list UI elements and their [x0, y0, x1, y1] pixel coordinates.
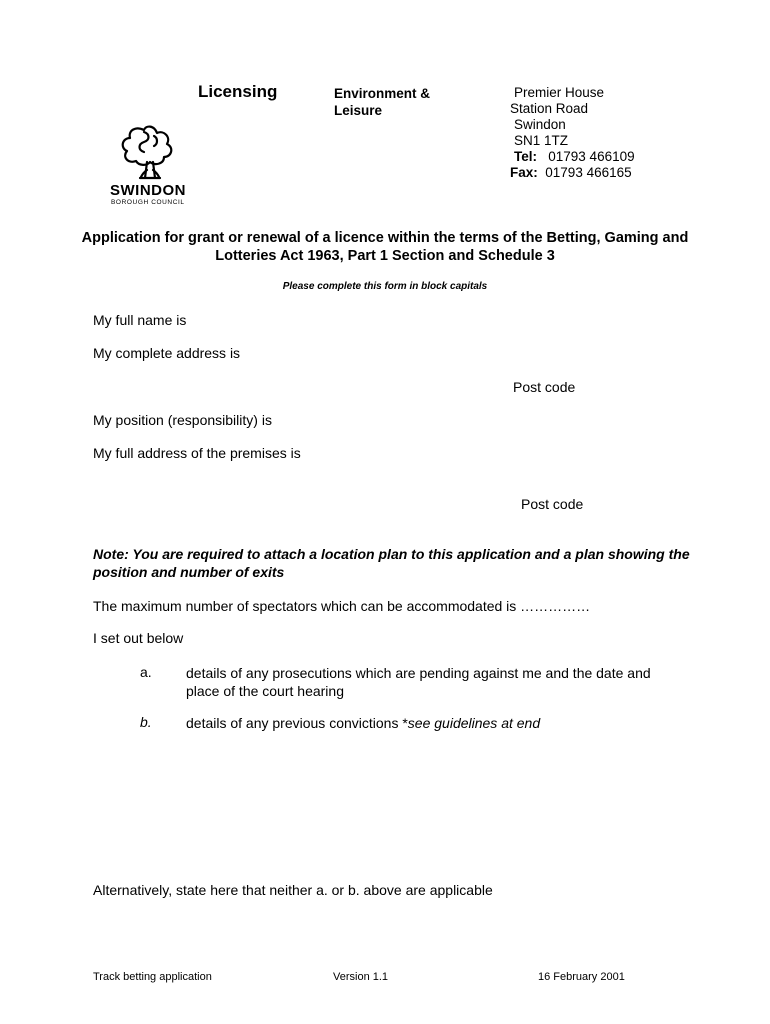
item-b-text [186, 714, 686, 732]
item-a-text: details of any prosecutions which are pending against me and the date and place of the court hearing [186, 665, 651, 699]
tel-label: Tel: [514, 149, 537, 164]
location-plan-note: Note: You are required to attach a location plan to this application and a plan showing the position and number of exits [93, 546, 690, 580]
item-b-text-plain: details of any previous convictions * [186, 715, 408, 731]
premises-address-label: My full address of the premises is [93, 445, 301, 461]
council-logo [108, 120, 186, 210]
department-heading: Licensing [198, 82, 278, 101]
council-address [510, 85, 635, 181]
footer-date: 16 February 2001 [538, 971, 625, 983]
logo-wordmark: SWINDON [110, 182, 186, 199]
department-name [334, 85, 430, 119]
tel-value: 01793 466109 [548, 149, 635, 164]
premises-postcode-label: Post code [521, 496, 584, 512]
form-title: Application for grant or renewal of a licence within the terms of the Betting, Gaming and Lotteries Act 1963, Part 1 Section and Schedule 3 [81, 230, 689, 264]
fax [510, 165, 635, 181]
address-label: My complete address is [93, 345, 241, 361]
footer-document-name: Track betting application [93, 971, 212, 983]
item-a-letter: a. [140, 664, 152, 680]
address-line: Premier House [514, 85, 605, 100]
logo-subtitle: BOROUGH COUNCIL [111, 199, 185, 206]
full-name-label: My full name is [93, 312, 187, 328]
department-line-1: Environment & [334, 86, 431, 101]
address-line: Swindon [514, 117, 566, 132]
alternative-label: Alternatively, state here that neither a. or b. above are applicable [93, 882, 493, 898]
position-label: My position (responsibility) is [93, 412, 272, 428]
guidelines-reference: see guidelines at end [407, 715, 541, 731]
set-out-label: I set out below [93, 630, 184, 646]
item-b-letter: b. [140, 714, 152, 730]
spectators-label: The maximum number of spectators which can be accommodated is …………… [93, 598, 591, 614]
address-line: Station Road [510, 101, 589, 116]
postcode-label: Post code [513, 379, 576, 395]
form-instruction: Please complete this form in block capitals [282, 281, 488, 292]
department-line-2: Leisure [334, 103, 383, 118]
fax-label: Fax: [510, 165, 538, 180]
footer-version: Version 1.1 [333, 971, 389, 983]
tree-icon [114, 120, 184, 182]
telephone [510, 149, 635, 165]
fax-value: 01793 466165 [545, 165, 632, 180]
address-line: SN1 1TZ [514, 133, 569, 148]
